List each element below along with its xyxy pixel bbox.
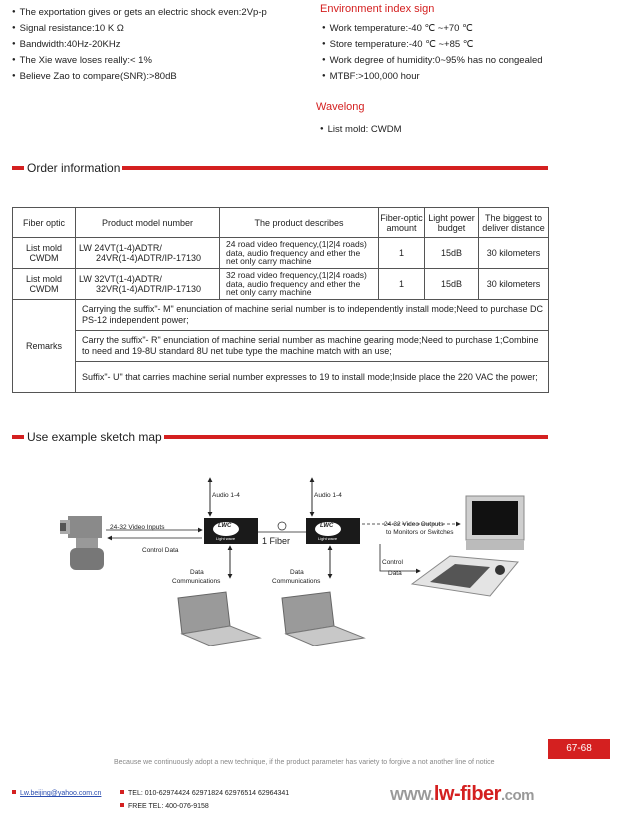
desc-line: net only carry machine bbox=[226, 256, 312, 267]
datacomm-label-right-1: Data bbox=[290, 569, 304, 576]
sketch-section-title: Use example sketch map bbox=[27, 430, 162, 444]
audio-label-left: Audio 1-4 bbox=[212, 492, 240, 499]
remark-text: Suffix"- U" that carries machine serial number expresses to 19 to install mode;Inside place the 220 VAC the power; bbox=[76, 362, 549, 393]
spec-item: ● The exportation gives or gets an electric shock even:2Vp-p bbox=[12, 4, 302, 20]
sketch-section-header bbox=[12, 430, 548, 444]
control-data-label: Control Data bbox=[142, 547, 179, 554]
spec-item: ● Believe Zao to compare(SNR):>80dB bbox=[12, 68, 302, 84]
cell-amount: 1 bbox=[379, 238, 425, 269]
order-table bbox=[12, 207, 549, 393]
fiber-label: 1 Fiber bbox=[262, 536, 291, 546]
spec-item: ● Signal resistance:10 K Ω bbox=[12, 20, 302, 36]
remarks-label: Remarks bbox=[13, 300, 76, 393]
remarks-row bbox=[13, 300, 549, 331]
order-section-header bbox=[12, 161, 548, 175]
footer-email bbox=[12, 790, 101, 797]
device-logo-left: LWC bbox=[218, 523, 232, 529]
section-marker bbox=[12, 435, 24, 439]
video-inputs-label: 24-32 Video Inputs bbox=[110, 524, 165, 531]
table-header-row bbox=[13, 208, 549, 238]
header-distance: The biggest to deliver distance bbox=[479, 208, 549, 238]
wavelong-item: ● List mold: CWDM bbox=[320, 121, 402, 137]
cell-distance: 30 kilometers bbox=[479, 238, 549, 269]
diagram-drawing bbox=[50, 466, 570, 646]
control-label-right-2: Data bbox=[388, 570, 402, 577]
table-row bbox=[13, 238, 549, 269]
spec-item: ● The Xie wave loses really:< 1% bbox=[12, 52, 302, 68]
bullet-square bbox=[120, 790, 124, 794]
cell-desc bbox=[220, 238, 379, 269]
brand-tld: .com bbox=[500, 787, 534, 804]
header-model: Product model number bbox=[76, 208, 220, 238]
laptop-icon-left bbox=[178, 592, 260, 646]
disclaimer-text: Because we continuously adopt a new technique, if the product parameter has variety to forgive a not another line of notice bbox=[114, 759, 495, 766]
page-number: 67-68 bbox=[548, 739, 610, 759]
desc-line: 24 road video frequency,(1|2|4 roads) bbox=[226, 239, 367, 250]
remark-text: Carry the suffix"- R" enunciation of machine serial number as machine gearing mode;Need to purchase 1;Combine to need and 19-8U standard 8U net tube type the machine match with an use; bbox=[76, 331, 549, 362]
wavelong-list bbox=[320, 121, 402, 137]
email-link[interactable]: Lw.beijing@yahoo.com.cn bbox=[20, 790, 102, 797]
footer-tel bbox=[120, 790, 289, 797]
free-tel-text: FREE TEL: 400-076-9158 bbox=[128, 803, 209, 810]
model-line: LW 24VT(1-4)ADTR/ bbox=[79, 243, 162, 253]
header-desc: The product describes bbox=[220, 208, 379, 238]
cell-fiber: List mold CWDM bbox=[13, 269, 76, 300]
desc-line: data, audio frequency and ether the bbox=[226, 278, 361, 289]
video-outputs-label-1: 24-32 Video Outputs bbox=[384, 521, 444, 528]
datacomm-label-right-2: Communications bbox=[272, 578, 321, 585]
section-marker bbox=[12, 166, 24, 170]
cell-distance: 30 kilometers bbox=[479, 269, 549, 300]
brand-www: WWW. bbox=[390, 787, 434, 804]
spec-item: ● Bandwidth:40Hz-20KHz bbox=[12, 36, 302, 52]
cell-amount: 1 bbox=[379, 269, 425, 300]
desc-line: 32 road video frequency,(1|2|4 roads) bbox=[226, 270, 367, 281]
brand-url bbox=[390, 783, 534, 806]
monitor-icon bbox=[466, 496, 524, 550]
tel-text: TEL: 010-62974424 62971824 62976514 62964341 bbox=[128, 790, 290, 797]
environment-item: ● Store temperature:-40 ℃ ~+85 ℃ bbox=[322, 36, 612, 52]
spec-list bbox=[12, 4, 302, 84]
remarks-row bbox=[13, 331, 549, 362]
header-fiber: Fiber optic bbox=[13, 208, 76, 238]
desc-line: data, audio frequency and ether the bbox=[226, 247, 361, 258]
environment-item: ● Work degree of humidity:0~95% has no congealed bbox=[322, 52, 612, 68]
cell-budget: 15dB bbox=[425, 269, 479, 300]
header-amount: Fiber-optic amount bbox=[379, 208, 425, 238]
order-section-title: Order information bbox=[27, 161, 121, 175]
device-sub-left: Light wave bbox=[216, 536, 236, 541]
camera-icon bbox=[60, 516, 104, 570]
brand-name: lw-fiber bbox=[433, 783, 501, 805]
sketch-diagram bbox=[50, 466, 570, 646]
environment-title: Environment index sign bbox=[320, 3, 435, 15]
desc-line: net only carry machine bbox=[226, 287, 312, 298]
cell-desc bbox=[220, 269, 379, 300]
environment-item: ● MTBF:>100,000 hour bbox=[322, 68, 612, 84]
cell-fiber: List mold CWDM bbox=[13, 238, 76, 269]
audio-label-right: Audio 1-4 bbox=[314, 492, 342, 499]
cell-model bbox=[76, 269, 220, 300]
environment-list bbox=[322, 20, 612, 84]
remark-text: Carrying the suffix"- M" enunciation of machine serial number is to independently install mode;Need to purchase DC PS-12 independent power; bbox=[76, 300, 549, 331]
datacomm-label-left-2: Communications bbox=[172, 578, 221, 585]
model-line: 32VR(1-4)ADTR/IP-17130 bbox=[96, 284, 202, 294]
laptop-icon-right bbox=[282, 592, 364, 646]
model-line: 24VR(1-4)ADTR/IP-17130 bbox=[96, 253, 202, 263]
device-logo-right: LWC bbox=[320, 523, 334, 529]
header-budget: Light power budget bbox=[425, 208, 479, 238]
keyboard-icon bbox=[412, 556, 518, 596]
control-label-right-1: Control bbox=[382, 559, 403, 566]
remarks-row bbox=[13, 362, 549, 393]
footer-free-tel bbox=[120, 803, 209, 810]
environment-item: ● Work temperature:-40 ℃ ~+70 ℃ bbox=[322, 20, 612, 36]
wavelong-title: Wavelong bbox=[316, 101, 365, 113]
datacomm-label-left-1: Data bbox=[190, 569, 204, 576]
bullet-square bbox=[12, 790, 16, 794]
table-row bbox=[13, 269, 549, 300]
device-sub-right: Light wave bbox=[318, 536, 338, 541]
cell-model bbox=[76, 238, 220, 269]
cell-budget: 15dB bbox=[425, 238, 479, 269]
model-line: LW 32VT(1-4)ADTR/ bbox=[79, 274, 162, 284]
bullet-square bbox=[120, 803, 124, 807]
video-outputs-label-2: to Monitors or Switches bbox=[386, 529, 454, 536]
